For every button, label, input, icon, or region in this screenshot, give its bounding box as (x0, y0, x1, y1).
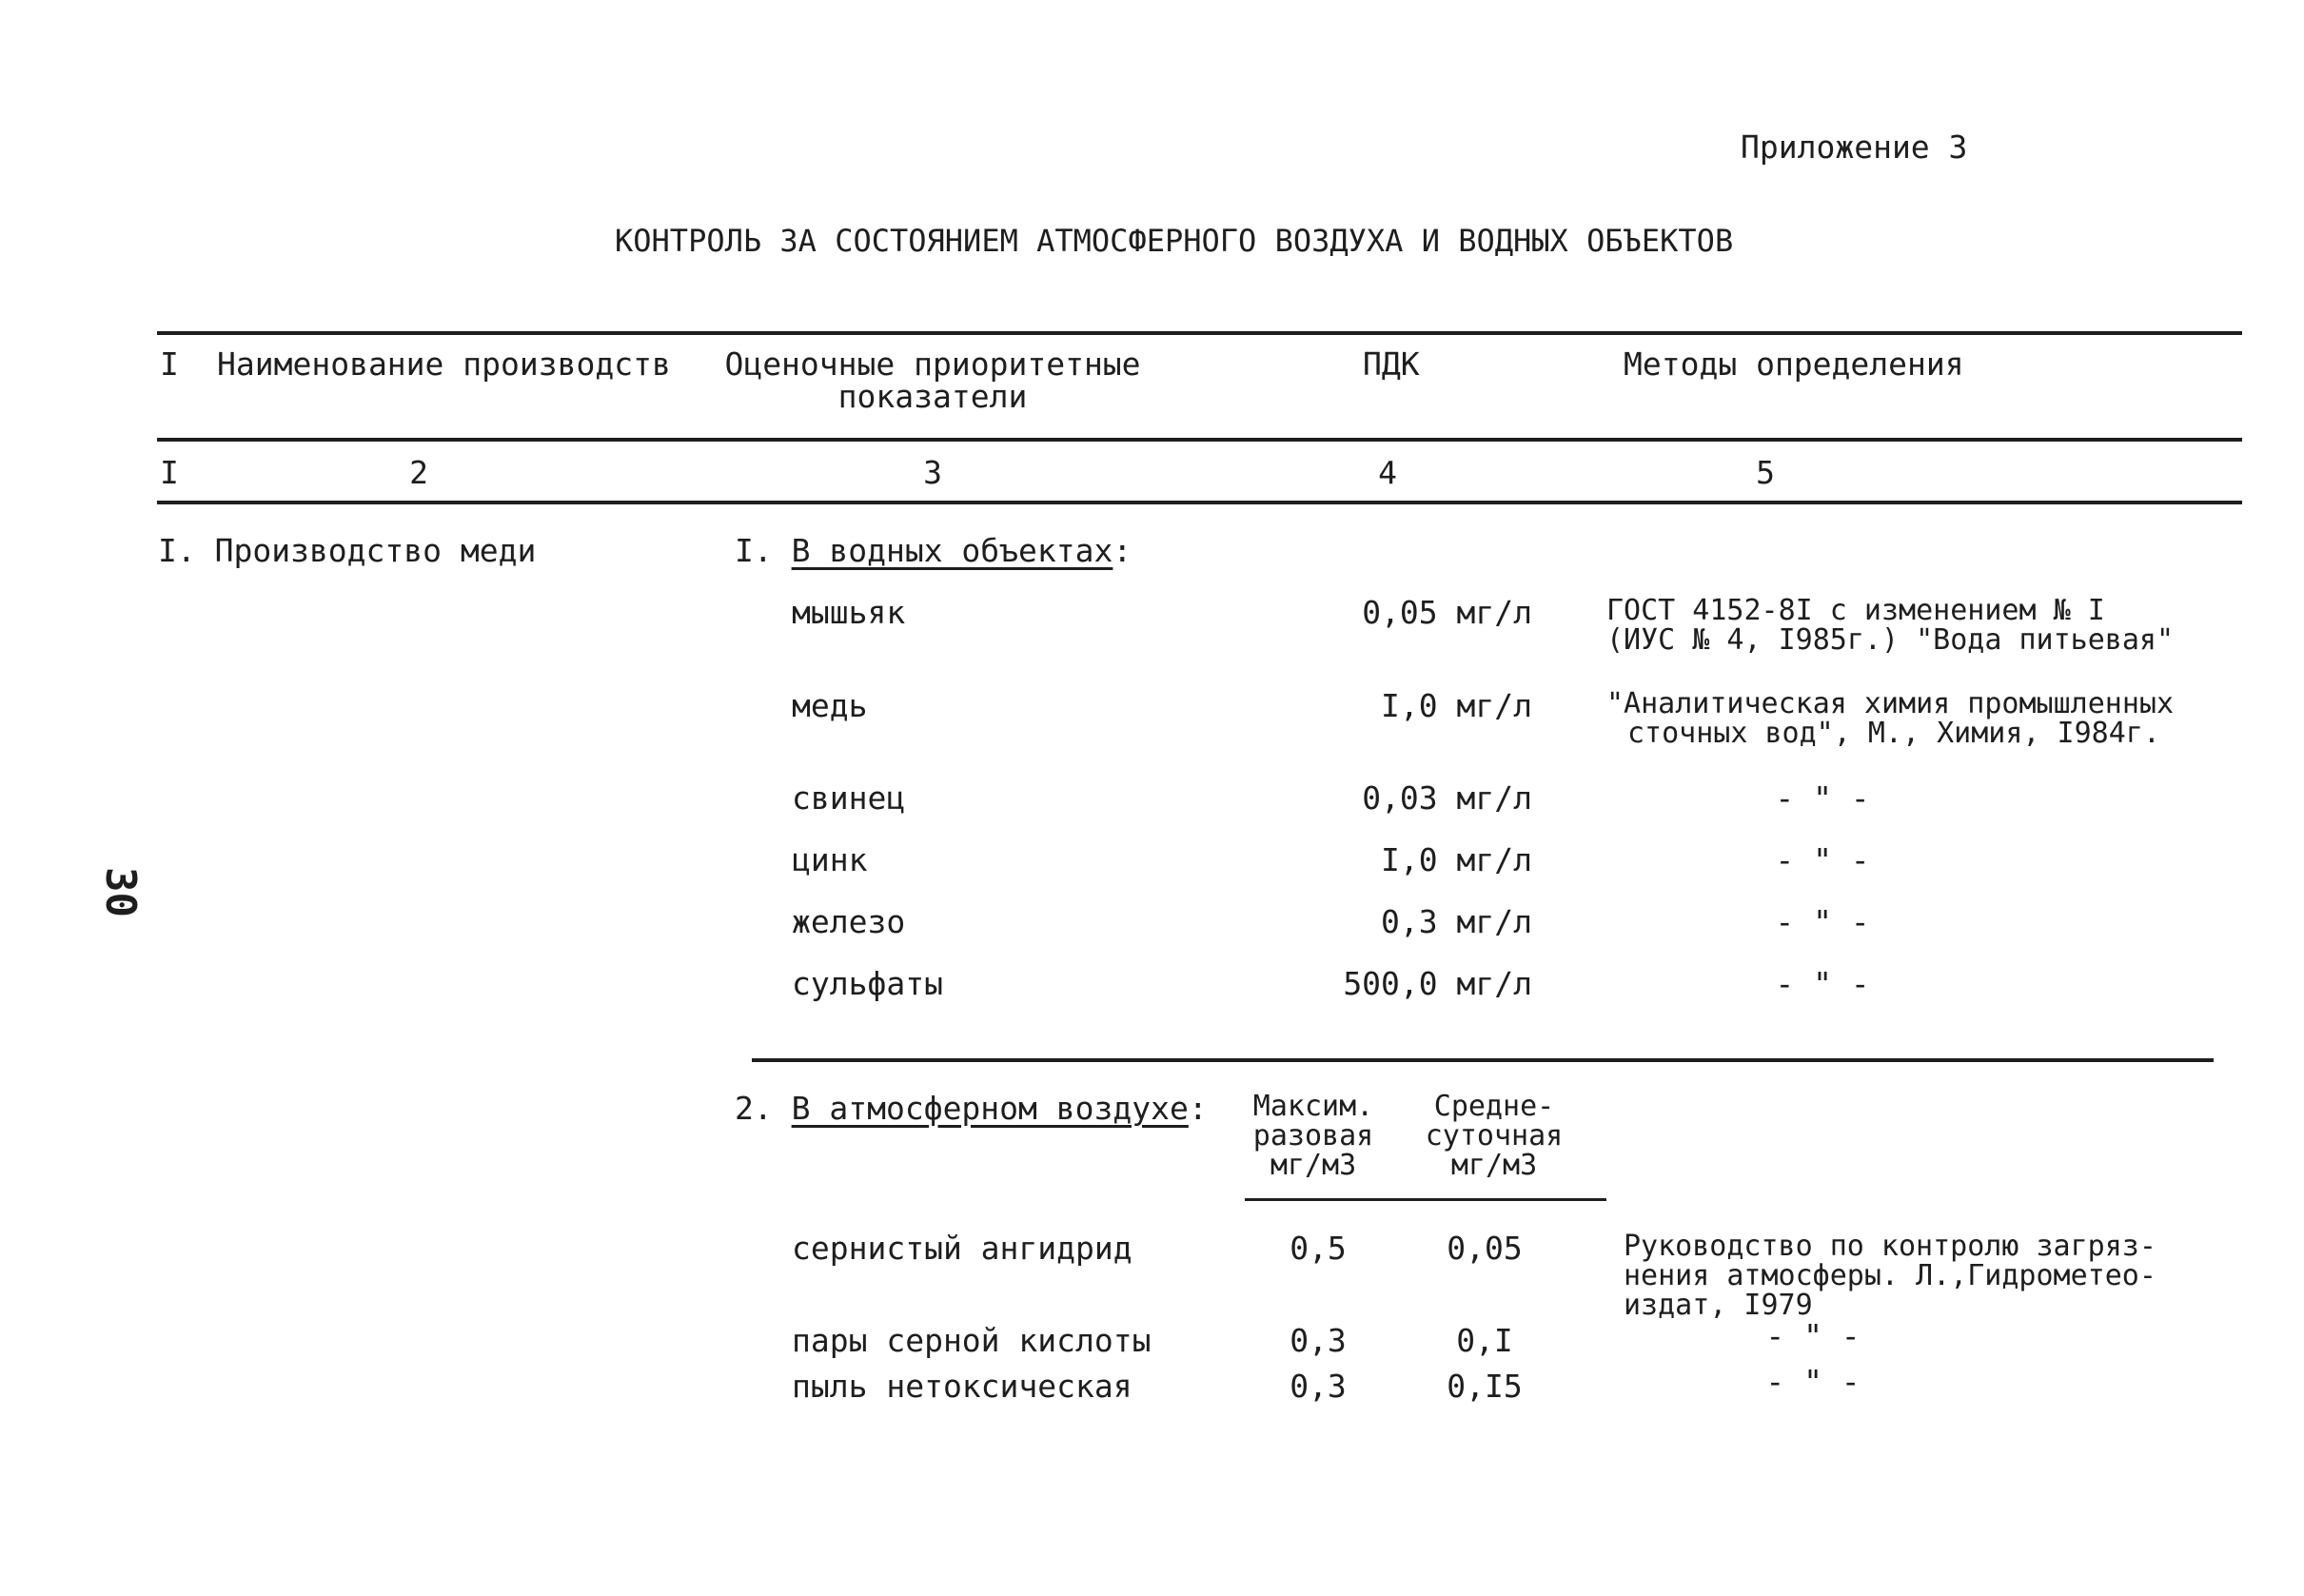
water-row-method-ditto: - " - (1775, 965, 1870, 1002)
air-row-max: 0,5 (1290, 1230, 1347, 1267)
air-row-max: 0,3 (1290, 1322, 1347, 1359)
header-col1: I (160, 345, 179, 383)
col-number-3: 3 (923, 454, 942, 491)
air-row-method-ditto: - " - (1765, 1363, 1861, 1400)
max-header-unit: мг/м3 (1270, 1149, 1357, 1182)
header-col5: Методы определения (1624, 345, 1964, 383)
air-row-method-line2: нения атмосферы. Л.,Гидрометео- (1624, 1259, 2156, 1292)
water-row-method-ditto: - " - (1775, 779, 1870, 817)
water-section-number: I. (735, 532, 773, 569)
water-row-pdk: I,0 мг/л (1381, 687, 1532, 724)
production-name: I. Производство меди (158, 532, 537, 569)
air-row-method-line3: издат, I979 (1624, 1289, 1813, 1322)
avg-header-line2: суточная (1425, 1119, 1564, 1153)
header-col4: ПДК (1363, 345, 1420, 383)
header-col2: Наименование производств (217, 345, 671, 383)
col-number-4: 4 (1378, 454, 1397, 491)
water-row-method-line1: "Аналитическая химия промышленных (1606, 687, 2175, 720)
water-row-name: цинк (792, 841, 868, 878)
water-row-pdk: 0,03 мг/л (1362, 779, 1532, 817)
table-top-rule (157, 331, 2242, 335)
col-number-2: 2 (409, 454, 428, 491)
water-row-method-ditto: - " - (1775, 903, 1870, 940)
air-row-avg: 0,I5 (1447, 1368, 1523, 1405)
col-number-5: 5 (1756, 454, 1775, 491)
header-col3-line2: показатели (837, 378, 1028, 415)
air-row-name: пары серной кислоты (792, 1322, 1152, 1359)
air-row-method-line1: Руководство по контролю загряз- (1624, 1230, 2156, 1263)
avg-header-line1: Средне- (1433, 1090, 1555, 1123)
air-row-method-ditto: - " - (1765, 1317, 1861, 1354)
water-row-name: сульфаты (792, 965, 943, 1002)
water-row-pdk: 0,3 мг/л (1381, 903, 1532, 940)
appendix-label: Приложение 3 (1741, 128, 1968, 166)
water-row-name: мышьяк (792, 594, 906, 631)
water-row-pdk: 0,05 мг/л (1362, 594, 1532, 631)
header-col3-line1: Оценочные приоритетные (724, 345, 1141, 383)
water-row-name: свинец (792, 779, 906, 817)
water-section-colon: : (1113, 532, 1132, 569)
water-row-pdk: 500,0 мг/л (1343, 965, 1532, 1002)
page-number: 30 (95, 867, 145, 917)
header-rule (157, 438, 2242, 442)
air-row-name: сернистый ангидрид (792, 1230, 1132, 1267)
air-subheader-rule (1245, 1198, 1606, 1201)
col-number-1: I (160, 454, 179, 491)
air-section-title: В атмосферном воздухе (791, 1090, 1189, 1127)
air-section-heading (735, 1092, 1208, 1126)
page-title: КОНТРОЛЬ ЗА СОСТОЯНИЕМ АТМОСФЕРНОГО ВОЗДУХА И ВОДНЫХ ОБЪЕКТОВ (615, 223, 1734, 259)
max-header-line1: Максим. (1252, 1090, 1374, 1123)
water-section-heading (735, 534, 1132, 568)
air-section-colon: : (1188, 1090, 1208, 1127)
air-row-max: 0,3 (1290, 1368, 1347, 1405)
air-section-number: 2. (735, 1090, 773, 1127)
water-row-name: медь (792, 687, 868, 724)
water-row-method-line1: ГОСТ 4152-8I с изменением № I (1606, 594, 2105, 627)
water-row-method-line2: сточных вод", М., Химия, I984г. (1627, 717, 2160, 750)
air-section-rule (752, 1058, 2214, 1062)
numbers-rule (157, 501, 2242, 504)
water-row-method-ditto: - " - (1775, 841, 1870, 878)
avg-header-unit: мг/м3 (1450, 1149, 1538, 1182)
max-header-line2: разовая (1252, 1119, 1374, 1153)
water-row-pdk: I,0 мг/л (1381, 841, 1532, 878)
air-row-name: пыль нетоксическая (792, 1368, 1132, 1405)
air-row-avg: 0,05 (1447, 1230, 1523, 1267)
air-row-avg: 0,I (1456, 1322, 1513, 1359)
water-section-title: В водных объектах (791, 532, 1113, 569)
water-row-name: железо (792, 903, 906, 940)
water-row-method-line2: (ИУС № 4, I985г.) "Вода питьевая" (1606, 623, 2175, 657)
